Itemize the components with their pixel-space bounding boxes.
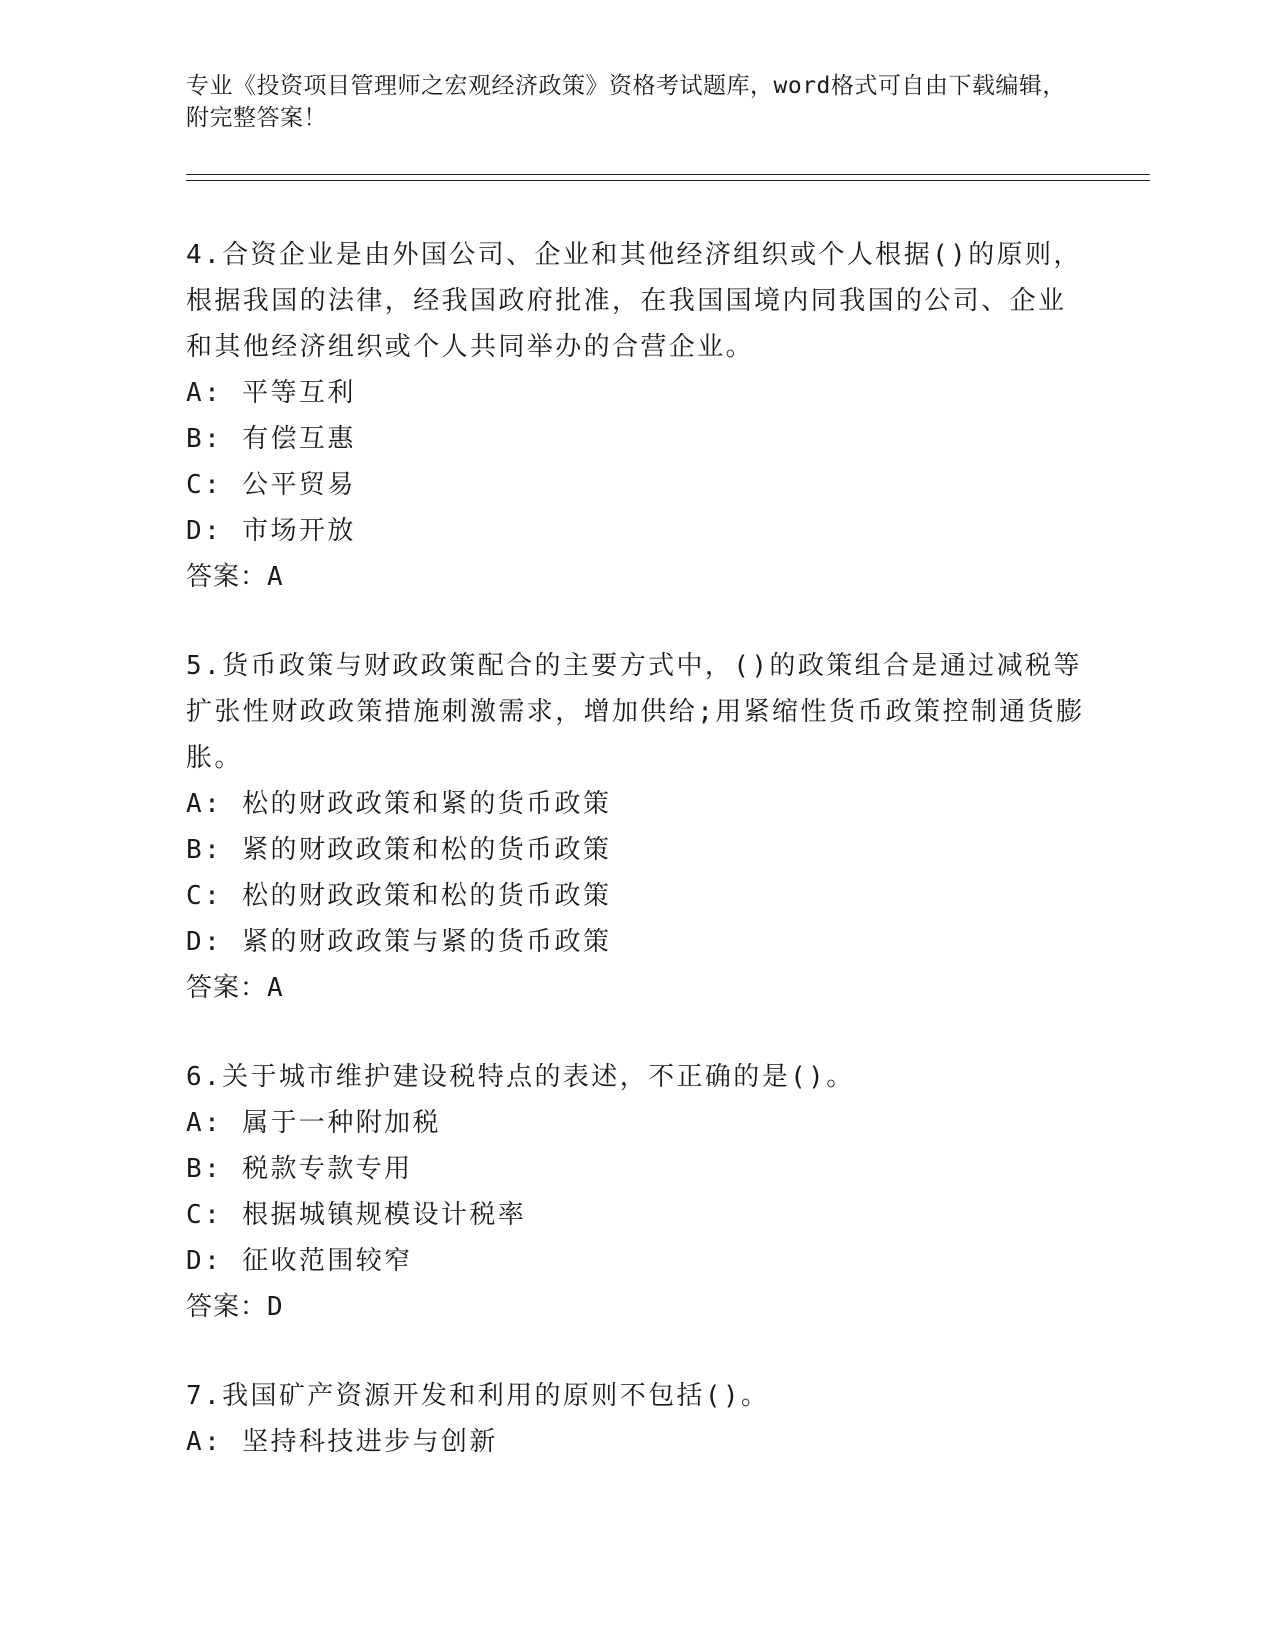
option-d: D: 紧的财政政策与紧的货币政策	[186, 927, 612, 957]
answer-line	[186, 554, 1086, 600]
option-c: C: 公平贸易	[186, 470, 356, 500]
option-d: D: 征收范围较窄	[186, 1246, 413, 1276]
question-stem: 4.合资企业是由外国公司、企业和其他经济组织或个人根据()的原则，根据我国的法律，经我国政府批准，在我国国境内同我国的公司、企业和其他经济组织或个人共同举办的合营企业。	[186, 240, 1082, 362]
answer-label: 答案：	[186, 973, 268, 1003]
answer-line	[186, 1284, 1086, 1330]
option-b: B: 紧的财政政策和松的货币政策	[186, 835, 612, 865]
question-4	[186, 232, 1086, 600]
option-b: B: 有偿互惠	[186, 424, 356, 454]
answer-label: 答案：	[186, 1292, 268, 1322]
question-stem: 6.关于城市维护建设税特点的表述，不正确的是()。	[186, 1062, 855, 1092]
answer-value: D	[267, 1292, 284, 1322]
option-a: A: 松的财政政策和紧的货币政策	[186, 789, 612, 819]
option-a: A: 平等互利	[186, 378, 356, 408]
document-header: 专业《投资项目管理师之宏观经济政策》资格考试题库，word格式可自由下载编辑，附完整答案！	[186, 73, 1066, 131]
question-stem: 5.货币政策与财政政策配合的主要方式中，()的政策组合是通过减税等扩张性财政政策措施刺激需求，增加供给;用紧缩性货币政策控制通货膨胀。	[186, 651, 1085, 773]
option-c: C: 松的财政政策和松的货币政策	[186, 881, 612, 911]
option-c: C: 根据城镇规模设计税率	[186, 1200, 527, 1230]
option-a: A: 坚持科技进步与创新	[186, 1427, 498, 1457]
question-5	[186, 643, 1086, 1011]
option-a: A: 属于一种附加税	[186, 1108, 441, 1138]
option-b: B: 税款专款专用	[186, 1154, 413, 1184]
header-divider-bottom	[186, 180, 1150, 181]
header-divider-top	[186, 174, 1150, 175]
answer-label: 答案：	[186, 562, 268, 592]
option-d: D: 市场开放	[186, 516, 356, 546]
answer-value: A	[267, 562, 284, 592]
answer-line	[186, 965, 1086, 1011]
question-7	[186, 1373, 1086, 1465]
question-6	[186, 1054, 1086, 1330]
question-stem: 7.我国矿产资源开发和利用的原则不包括()。	[186, 1381, 770, 1411]
answer-value: A	[267, 973, 284, 1003]
